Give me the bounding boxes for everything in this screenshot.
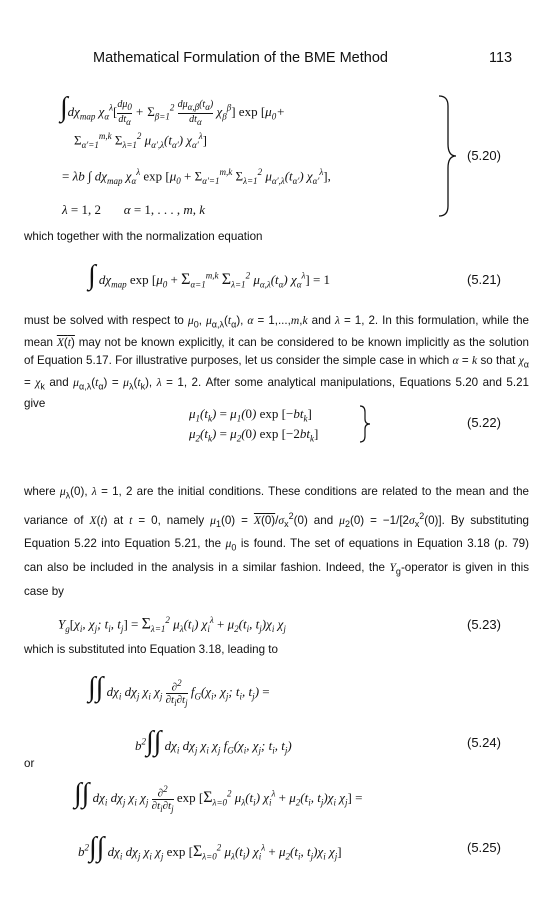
eq-5-20-line1-text <box>0 0 1 1</box>
equation-text-layer <box>0 0 1 1</box>
eq-5-24-line1: ∫∫ $d\chi_i$ $d\chi_j$ $\chi_i$ $\chi_j$ $\frac{\partial^2}{\partial t_i\partial t_j}$ $f_G(\chi_i$, $\chi_j$; $t_i$, $t_j$) = <box>88 672 270 709</box>
paragraph-normalization-intro: which together with the normalization equation <box>24 230 263 243</box>
eq-5-21-number: (5.21) <box>467 272 501 287</box>
eq-5-22-brace <box>358 404 372 444</box>
paragraph-initial-conditions: where $\mu_\lambda(0)$, λ = 1, 2 are the initial conditions. These conditions are related to the mean and the variance of X(t) at t = 0, namely $\mu_1(0) = X(0)/\sigma_x^2(0)$ and $\mu_2(0) = -1/[2\sigma_x^2(0)]$. By substituting Equation 5.22 into Equation 5.21, the $\mu_0$ is found. The set of equations in Equation 3.18 (p. 79) can also be included in the analysis in a similar fashion. Indeed, the $Y_g$-operator is given in this case by <box>24 485 529 599</box>
eq-5-20-line2: $\Sigma_{\alpha'=1}^{m,k}$ $\Sigma_{\lambda=1}^2$ $\mu_{\alpha',\lambda}(t_{\alpha'})$ $\chi_{\alpha'}^\lambda$] <box>74 131 207 150</box>
eq-5-22-line2: $\mu_2(t_k) = \mu_2(0)$ $\exp [-2bt_k]$ <box>189 426 319 444</box>
eq-5-20-brace <box>436 94 458 218</box>
eq-5-20-line4: λ = 1, 2 α = 1, . . . , m, k <box>62 202 206 217</box>
paragraph-substitution: which is substituted into Equation 3.18, leading to <box>24 643 278 656</box>
eq-5-25-line2: $b^2\int\int$ $d\chi_i$ $d\chi_j$ $\chi_i$ $\chi_j$ $\exp [\Sigma_{\lambda=0}^2$ $\mu_\lambda(t_i) \chi_i^\lambda + \mu_2(t_i$, $t_j)\chi_i$ $\chi_j$] <box>78 832 342 863</box>
eq-5-24-line2: $b^2\int\int$ $d\chi_i$ $d\chi_j$ $\chi_i$ $\chi_j$ $f_G(\chi_i$, $\chi_j$; $t_i$, $t_j$) <box>135 726 292 757</box>
text-or: or <box>24 757 35 770</box>
eq-5-25-line1: ∫∫ $d\chi_i$ $d\chi_j$ $\chi_i$ $\chi_j$ $\frac{\partial^2}{\partial t_i\partial t_j}$ $\exp [\Sigma_{\lambda=0}^2$ $\mu_\lambda(t_i) \chi_i^\lambda + \mu_2(t_i$, $t_j)\chi_i$ $\chi_j$] = <box>74 778 363 815</box>
paragraph-solution-conditions: must be solved with respect to $\mu_0$, $\mu_{\alpha,\lambda}(t_\alpha)$, α = 1,...,m,k and λ = 1, 2. In this formulation, while the mean X(t) may not be known explicitly, it can be considered to be known implicitly as the solution of Equation 5.17. For illustrative purposes, let us consider the simple case in which α = k so that $\chi_\alpha = \chi_k$ and $\mu_{\alpha,\lambda}(t_\alpha) = \mu_\lambda(t_k)$, λ = 1, 2. After some analytical manipulations, Equations 5.20 and 5.21 give <box>24 314 529 411</box>
eq-5-24-number: (5.24) <box>467 735 501 750</box>
eq-5-22-line1: $\mu_1(t_k) = \mu_1(0)$ $\exp [-bt_k]$ <box>189 406 312 424</box>
eq-5-20-number: (5.20) <box>467 148 501 163</box>
eq-5-25-number: (5.25) <box>467 840 501 855</box>
eq-5-23: $Y_g[\chi_i$, $\chi_j$; $t_i$, $t_j] = \Sigma_{\lambda=1}^2$ $\mu_\lambda(t_i) \chi_i^\lambda + \mu_2(t_i$, $t_j)\chi_i$ $\chi_j$ <box>58 615 286 634</box>
eq-5-22-number: (5.22) <box>467 415 501 430</box>
page-number: 113 <box>489 50 513 66</box>
running-title: Mathematical Formulation of the BME Method <box>93 50 388 66</box>
eq-5-23-number: (5.23) <box>467 617 501 632</box>
eq-5-20-line1: $\int d\chi_{map}$ $\chi_\alpha^\lambda$[ $d\mu_0$ $dt_\alpha$ + $\Sigma_{\beta=1}^2$ $d\mu_{\alpha,\beta}(t_\alpha)$ $dt_\alpha$ $\chi_\beta^\beta$] $\exp [\mu_0+$ <box>60 92 285 127</box>
eq-5-21: ∫ $d\chi_{map}$ $\exp [\mu_0 + \Sigma_{\alpha=1}^{m,k}$ $\Sigma_{\lambda=1}^2$ $\mu_{\alpha,\lambda}(t_\alpha) \chi_\alpha^\lambda] = 1$ <box>88 260 331 291</box>
eq-5-20-line3: = λb ∫ $d\chi_{map}$ $\chi_\alpha^\lambda$ $\exp [\mu_0 + \Sigma_{\alpha'=1}^{m,k}$ $\Sigma_{\lambda=1}^2$ $\mu_{\alpha',\lambda}(t_{\alpha'})$ $\chi_{\alpha'}^\lambda$], <box>62 167 331 186</box>
